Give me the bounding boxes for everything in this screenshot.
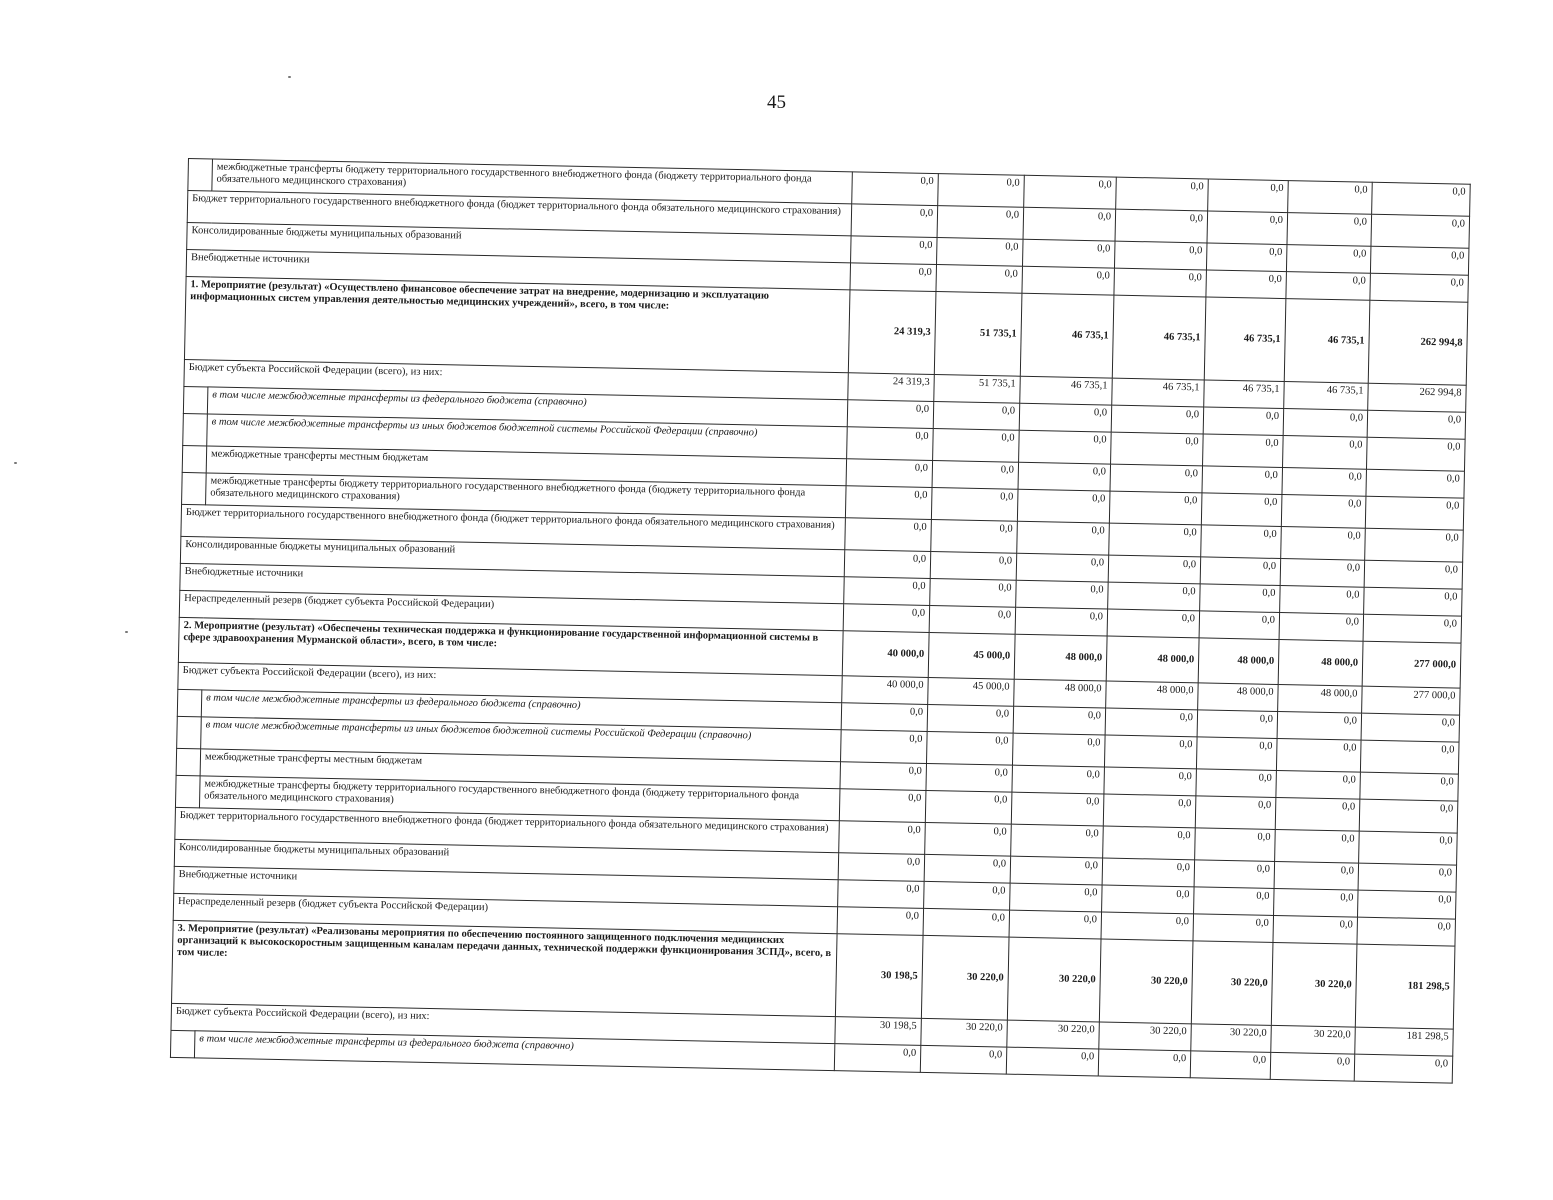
year-value-cell: 0,0 [1273, 915, 1358, 944]
year-value-cell: 0,0 [929, 605, 1016, 634]
year-value-cell: 30 220,0 [1099, 1022, 1192, 1051]
total-value-cell: 0,0 [1359, 831, 1458, 865]
year-value-cell: 0,0 [1208, 179, 1289, 213]
year-value-cell: 30 220,0 [1191, 941, 1273, 1026]
year-value-cell: 0,0 [1010, 883, 1103, 912]
year-value-cell: 0,0 [1016, 580, 1109, 609]
year-value-cell: 0,0 [1197, 710, 1278, 739]
indent-cell [170, 1030, 195, 1057]
row-label: в том числе межбюджетные трансферты из федерального бюджета (справочно) [207, 387, 847, 427]
row-label: межбюджетные трансферты бюджету территориального государственного внебюджетного фонда (бюджету территориального фонда обязательного медицинского страхования) [206, 473, 847, 518]
year-value-cell: 0,0 [1275, 829, 1360, 863]
row-label: Внебюджетные источники [186, 249, 850, 289]
row-label: Нераспределенный резерв (бюджет субъекта Российской Федерации) [179, 590, 843, 630]
total-value-cell: 0,0 [1364, 587, 1463, 616]
year-value-cell: 0,0 [1012, 733, 1105, 767]
year-value-cell: 0,0 [1111, 405, 1204, 434]
year-value-cell: 0,0 [845, 518, 932, 552]
year-value-cell: 30 220,0 [1271, 1025, 1356, 1054]
year-value-cell: 0,0 [1283, 436, 1368, 470]
year-value-cell: 0,0 [1282, 468, 1367, 497]
year-value-cell: 0,0 [841, 703, 928, 732]
year-value-cell: 0,0 [1010, 856, 1103, 885]
year-value-cell: 0,0 [1196, 769, 1277, 798]
row-label: Консолидированные бюджеты муниципальных образований [174, 839, 838, 879]
total-value-cell: 181 298,5 [1355, 944, 1455, 1029]
row-label: Бюджет территориального государственного внебюджетного фонда (бюджет территориального фонда обязательного медицинского страхования) [175, 807, 840, 852]
row-label: в том числе межбюджетные трансферты из федерального бюджета (справочно) [201, 690, 841, 730]
scan-speck [14, 462, 17, 464]
year-value-cell: 0,0 [927, 704, 1014, 733]
year-value-cell: 0,0 [1206, 270, 1287, 299]
year-value-cell: 40 000,0 [842, 676, 929, 705]
year-value-cell: 0,0 [1196, 737, 1277, 771]
row-label: Нераспределенный резерв (бюджет субъекта Российской Федерации) [173, 893, 837, 933]
year-value-cell: 24 319,3 [848, 290, 936, 375]
year-value-cell: 0,0 [1270, 1052, 1355, 1081]
total-value-cell: 0,0 [1361, 713, 1460, 742]
year-value-cell: 0,0 [1200, 557, 1281, 586]
year-value-cell: 0,0 [1279, 612, 1364, 641]
year-value-cell: 0,0 [1101, 912, 1194, 941]
row-label: 2. Мероприятие (результат) «Обеспечены техническая поддержка и функционирование государственной информационной системы в сфере здравоохранения Мурманской области», всего, в том числе: [178, 617, 843, 675]
year-value-cell: 0,0 [845, 486, 932, 520]
year-value-cell: 0,0 [1288, 181, 1373, 215]
year-value-cell: 30 198,5 [835, 934, 923, 1019]
year-value-cell: 0,0 [1195, 796, 1276, 830]
row-label: межбюджетные трансферты местным бюджетам [200, 749, 840, 789]
total-value-cell: 0,0 [1366, 437, 1465, 471]
year-value-cell: 0,0 [838, 853, 925, 882]
indent-cell [183, 386, 208, 413]
row-label: Консолидированные бюджеты муниципальных образований [180, 536, 844, 576]
year-value-cell: 0,0 [847, 427, 934, 461]
row-label: Внебюджетные источники [180, 563, 844, 603]
year-value-cell: 46 735,1 [1204, 297, 1286, 382]
year-value-cell: 0,0 [844, 577, 931, 606]
year-value-cell: 0,0 [1115, 209, 1208, 243]
year-value-cell: 0,0 [1009, 910, 1102, 939]
row-label: межбюджетные трансферты бюджету территориального государственного внебюджетного фонда (бюджету территориального фонда обязательного медицинского страхования) [212, 159, 853, 204]
year-value-cell: 0,0 [1019, 430, 1112, 464]
year-value-cell: 0,0 [933, 429, 1020, 463]
year-value-cell: 0,0 [1108, 555, 1201, 584]
indent-cell [175, 775, 200, 807]
year-value-cell: 0,0 [1104, 735, 1197, 769]
total-value-cell: 181 298,5 [1355, 1027, 1454, 1056]
total-value-cell: 0,0 [1365, 528, 1464, 562]
total-value-cell: 0,0 [1359, 799, 1458, 833]
year-value-cell: 0,0 [1102, 858, 1195, 887]
year-value-cell: 0,0 [933, 402, 1020, 431]
year-value-cell: 0,0 [852, 172, 939, 206]
year-value-cell: 0,0 [839, 821, 926, 855]
year-value-cell: 0,0 [1283, 409, 1368, 438]
year-value-cell: 0,0 [1114, 241, 1207, 270]
row-label: Бюджет территориального государственного внебюджетного фонда (бюджет территориального фонда обязательного медицинского страхования) [187, 191, 852, 236]
total-value-cell: 0,0 [1372, 182, 1471, 216]
indent-cell [183, 413, 208, 445]
year-value-cell: 0,0 [924, 854, 1011, 883]
year-value-cell: 0,0 [1023, 207, 1116, 241]
total-value-cell: 0,0 [1370, 246, 1469, 275]
row-label: межбюджетные трансферты бюджету территориального государственного внебюджетного фонда (бюджету территориального фонда обязательного медицинского страхования) [199, 776, 840, 821]
year-value-cell: 0,0 [1016, 553, 1109, 582]
year-value-cell: 0,0 [938, 174, 1025, 208]
indent-cell [177, 689, 202, 716]
page-number: 45 [767, 92, 786, 113]
year-value-cell: 0,0 [1193, 914, 1274, 943]
indent-cell [177, 716, 202, 748]
year-value-cell: 0,0 [925, 822, 1012, 856]
year-value-cell: 0,0 [1274, 888, 1359, 917]
total-value-cell: 0,0 [1367, 410, 1466, 439]
total-value-cell: 277 000,0 [1362, 641, 1461, 688]
year-value-cell: 0,0 [926, 731, 1013, 765]
year-value-cell: 0,0 [936, 265, 1023, 294]
indent-cell [182, 472, 207, 504]
year-value-cell: 48 000,0 [1278, 684, 1363, 713]
budget-table-sheet [170, 158, 1471, 1084]
year-value-cell: 0,0 [1190, 1051, 1271, 1080]
year-value-cell: 0,0 [1024, 175, 1117, 209]
budget-table [170, 158, 1471, 1084]
year-value-cell: 30 220,0 [1191, 1024, 1272, 1053]
year-value-cell: 0,0 [851, 204, 938, 238]
year-value-cell: 0,0 [1286, 272, 1371, 301]
year-value-cell: 0,0 [1194, 887, 1275, 916]
year-value-cell: 0,0 [1275, 797, 1360, 831]
year-value-cell: 0,0 [1108, 582, 1201, 611]
total-value-cell: 0,0 [1360, 772, 1459, 801]
year-value-cell: 24 319,3 [848, 373, 935, 402]
year-value-cell: 0,0 [851, 236, 938, 265]
year-value-cell: 0,0 [1110, 464, 1203, 493]
year-value-cell: 0,0 [843, 604, 930, 633]
scan-speck [125, 631, 128, 633]
year-value-cell: 0,0 [1276, 770, 1361, 799]
year-value-cell: 0,0 [1200, 584, 1281, 613]
year-value-cell: 0,0 [834, 1044, 921, 1073]
year-value-cell: 46 735,1 [1284, 299, 1370, 384]
year-value-cell: 0,0 [926, 763, 1013, 792]
year-value-cell: 0,0 [930, 578, 1017, 607]
row-label: Бюджет субъекта Российской Федерации (всего), из них: [178, 662, 842, 702]
year-value-cell: 0,0 [1109, 523, 1202, 557]
year-value-cell: 30 220,0 [1007, 937, 1101, 1022]
year-value-cell: 0,0 [1281, 527, 1366, 561]
year-value-cell: 0,0 [1280, 559, 1365, 588]
row-label: в том числе межбюджетные трансферты из федерального бюджета (справочно) [194, 1031, 834, 1071]
total-value-cell: 262 994,8 [1368, 383, 1467, 412]
year-value-cell: 30 220,0 [1007, 1020, 1100, 1049]
total-value-cell: 0,0 [1363, 614, 1462, 643]
row-label: Внебюджетные источники [174, 866, 838, 906]
year-value-cell: 0,0 [1013, 706, 1106, 735]
year-value-cell: 0,0 [1206, 243, 1287, 272]
year-value-cell: 48 000,0 [1106, 681, 1199, 710]
year-value-cell: 0,0 [1194, 860, 1275, 889]
year-value-cell: 30 220,0 [921, 935, 1009, 1020]
year-value-cell: 0,0 [1114, 268, 1207, 297]
year-value-cell: 0,0 [1104, 767, 1197, 796]
year-value-cell: 0,0 [1281, 495, 1366, 529]
year-value-cell: 45 000,0 [928, 632, 1015, 679]
year-value-cell: 0,0 [925, 790, 1012, 824]
year-value-cell: 40 000,0 [842, 631, 929, 678]
year-value-cell: 48 000,0 [1198, 683, 1279, 712]
year-value-cell: 30 198,5 [835, 1017, 922, 1046]
year-value-cell: 46 735,1 [1284, 382, 1369, 411]
year-value-cell: 0,0 [920, 1045, 1007, 1074]
indent-cell [182, 445, 207, 472]
year-value-cell: 0,0 [923, 908, 1010, 937]
year-value-cell: 51 735,1 [934, 292, 1022, 377]
row-label: Консолидированные бюджеты муниципальных образований [187, 222, 851, 262]
scan-speck [288, 76, 291, 78]
year-value-cell: 0,0 [1102, 885, 1195, 914]
total-value-cell: 0,0 [1358, 863, 1457, 892]
row-label: 1. Мероприятие (результат) «Осуществлено финансовое обеспечение затрат на внедрение, модернизацию и эксплуатацию информационных систем управления деятельностью медицинских учреждений», всего, в том числе: [184, 276, 850, 372]
year-value-cell: 0,0 [1201, 525, 1282, 559]
total-value-cell: 0,0 [1370, 273, 1469, 302]
year-value-cell: 0,0 [1107, 609, 1200, 638]
year-value-cell: 0,0 [1201, 493, 1282, 527]
indent-cell [188, 159, 213, 191]
year-value-cell: 0,0 [1287, 213, 1372, 247]
year-value-cell: 0,0 [1017, 489, 1110, 523]
year-value-cell: 0,0 [1116, 177, 1209, 211]
year-value-cell: 0,0 [1109, 491, 1202, 525]
year-value-cell: 0,0 [850, 263, 937, 292]
row-label: Бюджет территориального государственного внебюджетного фонда (бюджет территориального фонда обязательного медицинского страхования) [181, 504, 846, 549]
year-value-cell: 0,0 [931, 487, 1018, 521]
year-value-cell: 0,0 [931, 519, 1018, 553]
year-value-cell: 0,0 [1018, 462, 1111, 491]
year-value-cell: 0,0 [937, 238, 1024, 267]
total-value-cell: 262 994,8 [1368, 300, 1468, 385]
year-value-cell: 0,0 [847, 400, 934, 429]
year-value-cell: 48 000,0 [1014, 634, 1107, 681]
row-label: Бюджет субъекта Российской Федерации (всего), из них: [184, 359, 848, 399]
year-value-cell: 46 735,1 [1112, 378, 1205, 407]
year-value-cell: 0,0 [1207, 211, 1288, 245]
total-value-cell: 0,0 [1371, 214, 1470, 248]
row-label: в том числе межбюджетные трансферты из иных бюджетов бюджетной системы Российской Федерации (справочно) [201, 717, 842, 762]
year-value-cell: 0,0 [839, 789, 926, 823]
total-value-cell: 277 000,0 [1362, 686, 1461, 715]
year-value-cell: 51 735,1 [934, 375, 1021, 404]
row-label: 3. Мероприятие (результат) «Реализованы мероприятия по обеспечению постоянного защищенного подключения медицинских организаций к высокоскоростным защищенным каналам передачи данных, технической поддержки функционирования ЗСПД», всего, в том числе: [172, 920, 838, 1016]
year-value-cell: 0,0 [840, 762, 927, 791]
year-value-cell: 46 735,1 [1112, 295, 1206, 380]
year-value-cell: 0,0 [1022, 239, 1115, 268]
year-value-cell: 46 735,1 [1020, 376, 1113, 405]
year-value-cell: 30 220,0 [1271, 942, 1357, 1027]
year-value-cell: 48 000,0 [1198, 638, 1279, 685]
year-value-cell: 0,0 [1195, 828, 1276, 862]
total-value-cell: 0,0 [1360, 740, 1459, 774]
year-value-cell: 0,0 [1277, 711, 1362, 740]
total-value-cell: 0,0 [1354, 1054, 1453, 1083]
budget-table-body [170, 159, 1470, 1084]
year-value-cell: 0,0 [846, 459, 933, 488]
year-value-cell: 0,0 [1015, 607, 1108, 636]
year-value-cell: 0,0 [1203, 407, 1284, 436]
total-value-cell: 0,0 [1357, 917, 1456, 946]
total-value-cell: 0,0 [1358, 890, 1457, 919]
year-value-cell: 0,0 [838, 880, 925, 909]
year-value-cell: 0,0 [1012, 765, 1105, 794]
year-value-cell: 48 000,0 [1106, 636, 1199, 683]
year-value-cell: 0,0 [932, 461, 1019, 490]
year-value-cell: 0,0 [1098, 1049, 1191, 1078]
row-label: межбюджетные трансферты местным бюджетам [206, 446, 846, 486]
year-value-cell: 0,0 [1274, 861, 1359, 890]
year-value-cell: 0,0 [1203, 434, 1284, 468]
year-value-cell: 0,0 [937, 206, 1024, 240]
year-value-cell: 48 000,0 [1014, 679, 1107, 708]
year-value-cell: 0,0 [1276, 738, 1361, 772]
year-value-cell: 0,0 [1202, 466, 1283, 495]
year-value-cell: 30 220,0 [921, 1018, 1008, 1047]
year-value-cell: 46 735,1 [1204, 380, 1285, 409]
year-value-cell: 0,0 [1006, 1047, 1099, 1076]
year-value-cell: 0,0 [1111, 432, 1204, 466]
row-label: в том числе межбюджетные трансферты из иных бюджетов бюджетной системы Российской Федерации (справочно) [207, 414, 848, 459]
year-value-cell: 0,0 [1011, 792, 1104, 826]
total-value-cell: 0,0 [1364, 560, 1463, 589]
year-value-cell: 0,0 [930, 551, 1017, 580]
year-value-cell: 0,0 [1103, 826, 1196, 860]
year-value-cell: 0,0 [1199, 611, 1280, 640]
year-value-cell: 0,0 [1022, 266, 1115, 295]
year-value-cell: 0,0 [1017, 521, 1110, 555]
year-value-cell: 0,0 [844, 550, 931, 579]
total-value-cell: 0,0 [1366, 469, 1465, 498]
year-value-cell: 0,0 [1105, 708, 1198, 737]
row-label: Бюджет субъекта Российской Федерации (всего), из них: [171, 1003, 835, 1043]
year-value-cell: 0,0 [1019, 403, 1112, 432]
year-value-cell: 0,0 [841, 730, 928, 764]
year-value-cell: 0,0 [1286, 245, 1371, 274]
total-value-cell: 0,0 [1365, 496, 1464, 530]
year-value-cell: 0,0 [924, 881, 1011, 910]
year-value-cell: 46 735,1 [1020, 293, 1114, 378]
year-value-cell: 48 000,0 [1278, 639, 1363, 686]
year-value-cell: 30 220,0 [1099, 939, 1193, 1024]
indent-cell [176, 748, 201, 775]
year-value-cell: 45 000,0 [928, 677, 1015, 706]
year-value-cell: 0,0 [1280, 586, 1365, 615]
year-value-cell: 0,0 [837, 907, 924, 936]
year-value-cell: 0,0 [1011, 824, 1104, 858]
year-value-cell: 0,0 [1103, 794, 1196, 828]
